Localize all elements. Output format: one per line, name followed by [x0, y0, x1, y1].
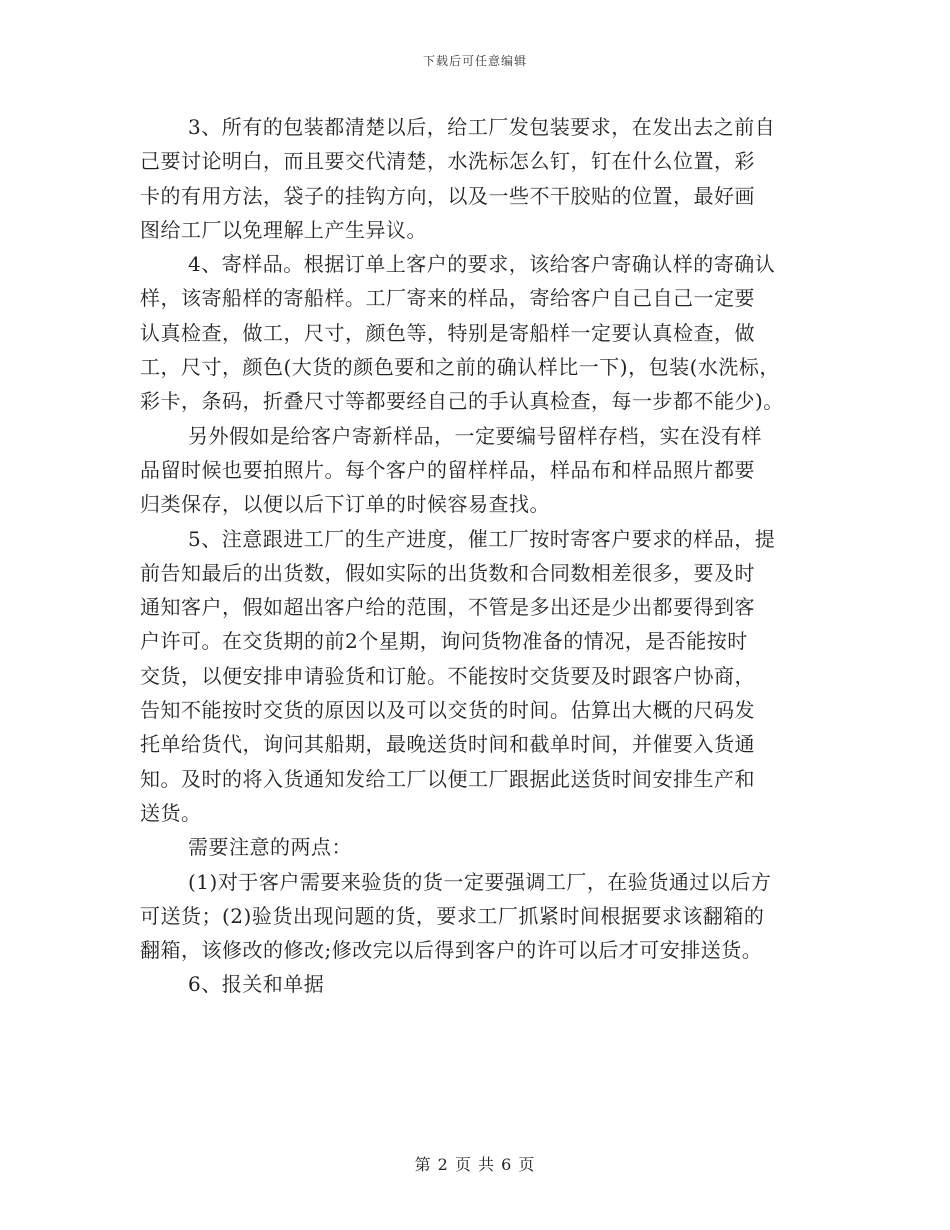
paragraph-line: 4、寄样品。根据订单上客户的要求，该给客户寄确认样的寄确认	[188, 252, 776, 277]
paragraph-line: 卡的有用方法，袋子的挂钩方向，以及一些不干胶贴的位置，最好画	[140, 183, 755, 208]
paragraph-line: 可送货；(2)验货出现问题的货，要求工厂抓紧时间根据要求该翻箱的	[140, 903, 765, 928]
page-footer: 第 2 页 共 6 页	[414, 1155, 536, 1174]
paragraph-line: 需要注意的两点：	[188, 835, 352, 860]
paragraph-line: 彩卡，条码，折叠尺寸等都要经自己的手认真检查，每一步都不能少)。	[140, 389, 784, 414]
paragraph-line: 另外假如是给客户寄新样品，一定要编号留样存档，实在没有样	[188, 423, 762, 448]
paragraph-line: 3、所有的包装都清楚以后，给工厂发包装要求，在发出去之前自	[188, 115, 776, 139]
paragraph-line: (1)对于客户需要来验货的货一定要强调工厂，在验货通过以后方	[188, 869, 772, 894]
paragraph-line: 翻箱，该修改的修改;修改完以后得到客户的许可以后才可安排送货。	[140, 938, 763, 963]
paragraph-line: 送货。	[140, 800, 202, 825]
paragraph-line: 归类保存，以便以后下订单的时候容易查找。	[140, 492, 550, 517]
paragraph-line: 前告知最后的出货数，假如实际的出货数和合同数相差很多，要及时	[140, 560, 755, 585]
document-body	[140, 110, 820, 1002]
paragraph-line: 告知不能按时交货的原因以及可以交货的时间。估算出大概的尺码发	[140, 698, 755, 723]
paragraph-line: 品留时候也要拍照片。每个客户的留样样品，样品布和样品照片都要	[140, 457, 755, 482]
paragraph-line: 图给工厂以免理解上产生异议。	[140, 217, 427, 242]
paragraph-line: 样，该寄船样的寄船样。工厂寄来的样品，寄给客户自己自己一定要	[140, 286, 755, 311]
paragraph-line: 工，尺寸，颜色(大货的颜色要和之前的确认样比一下)，包装(水洗标，	[140, 355, 780, 380]
paragraph-line: 5、注意跟进工厂的生产进度，催工厂按时寄客户要求的样品，提	[188, 526, 776, 551]
section-heading: 6、报关和单据	[188, 972, 325, 997]
paragraph-line: 己要讨论明白，而且要交代清楚，水洗标怎么钉，钉在什么位置，彩	[140, 149, 755, 174]
paragraph-line: 交货，以便安排申请验货和订舱。不能按时交货要及时跟客户协商，	[140, 663, 755, 688]
paragraph-line: 户许可。在交货期的前2个星期，询问货物准备的情况，是否能按时	[140, 629, 748, 654]
paragraph-line: 知。及时的将入货通知发给工厂以便工厂跟据此送货时间安排生产和	[140, 766, 755, 791]
paragraph-line: 通知客户，假如超出客户给的范围，不管是多出还是少出都要得到客	[140, 595, 755, 620]
paragraph-line: 认真检查，做工，尺寸，颜色等，特别是寄船样一定要认真检查，做	[140, 320, 755, 345]
page-header: 下载后可任意编辑	[422, 54, 527, 68]
paragraph-line: 托单给货代，询问其船期，最晚送货时间和截单时间，并催要入货通	[140, 732, 755, 757]
